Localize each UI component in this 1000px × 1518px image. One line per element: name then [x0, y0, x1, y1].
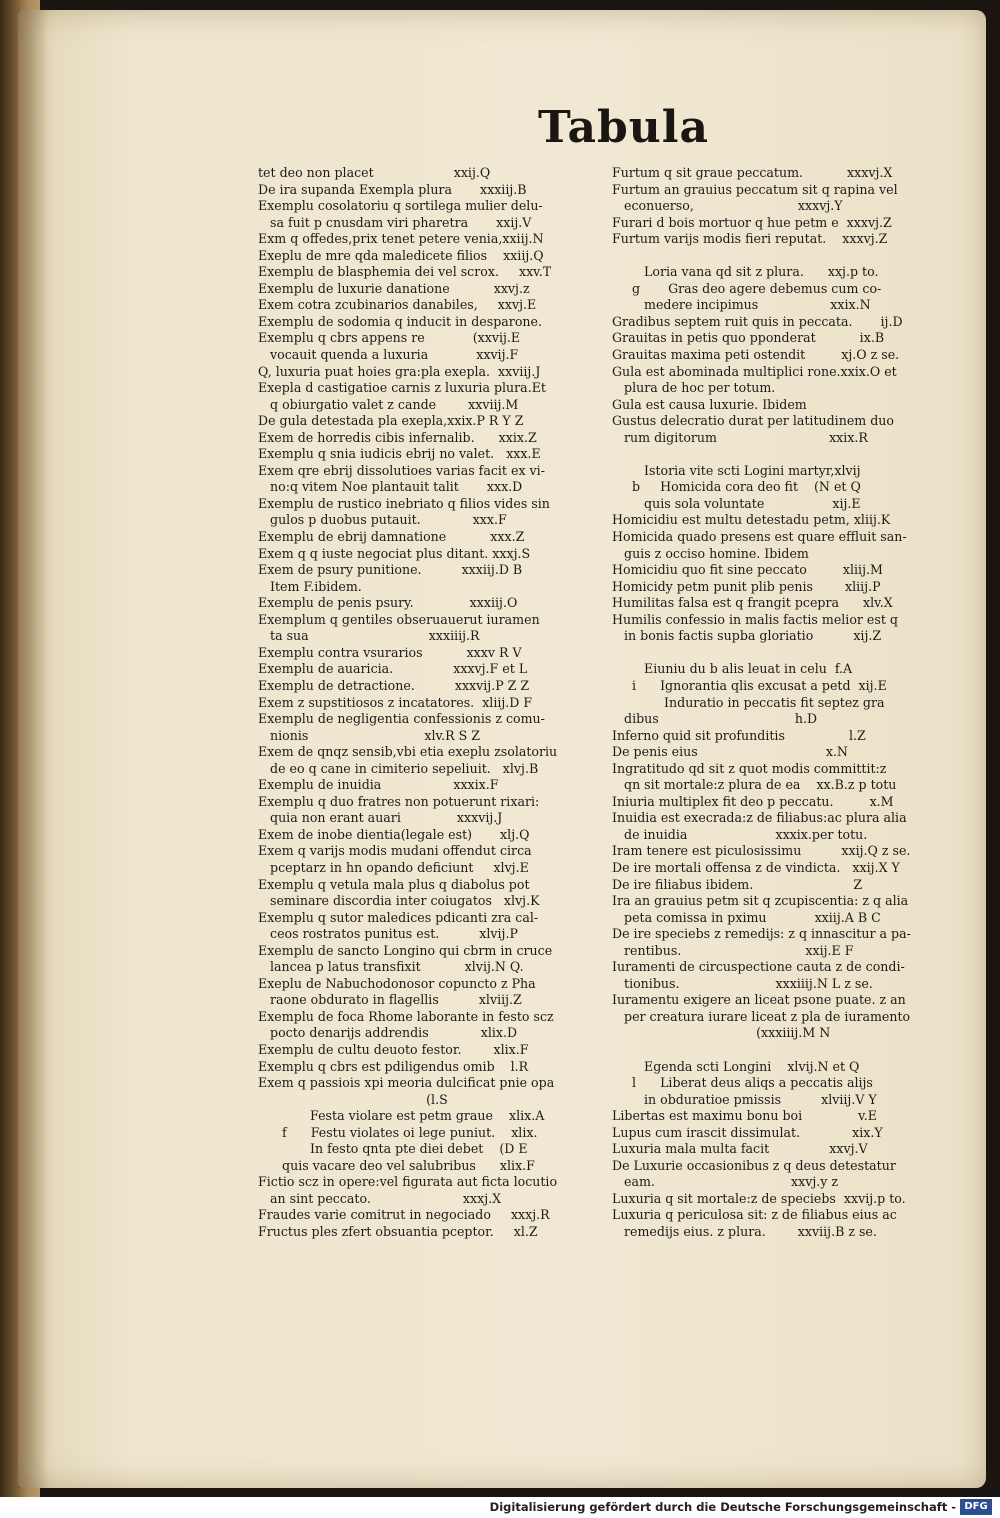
left-index-entry: pceptarz in hn opando deficiunt xlvj.E: [258, 859, 529, 875]
right-index-entry: Grauitas maxima peti ostendit xj.O z se.: [612, 347, 900, 363]
left-index-entry: tet deo non placet xxij.Q: [258, 165, 491, 180]
left-index-entry: Exemplu de cultu deuoto festor. xlix.F: [258, 1041, 529, 1057]
left-index-entry: Exemplu q vetula mala plus q diabolus pot: [258, 876, 530, 892]
left-index-entry: Exem q varijs modis mudani offendut circa: [258, 843, 532, 859]
right-index-entry: Gula est abominada multiplici rone.xxix.O et: [612, 363, 897, 379]
left-index-entry: lancea p latus transfixit xlvij.N Q.: [258, 959, 524, 975]
right-index-entry: b Homicida cora deo fit (N et Q: [612, 479, 861, 495]
right-index-entry: De Luxurie occasionibus z q deus detestatur: [612, 1157, 896, 1173]
left-index-entry: Fictio scz in opere:vel figurata aut ficta locutio: [258, 1174, 558, 1190]
left-index-entry: De gula detestada pla exepla,xxix.P R Y Z: [258, 413, 524, 429]
left-index-entry: sa fuit p cnusdam viri pharetra xxij.V: [258, 214, 532, 230]
left-index-entry: q obiurgatio valet z cande xxviij.M: [258, 396, 519, 412]
left-index-entry: de eo q cane in cimiterio sepeliuit. xlvj.B: [258, 760, 539, 776]
right-index-entry: remedijs eius. z plura. xxviij.B z se.: [612, 1224, 877, 1239]
right-index-entry: eam. xxvj.y z: [612, 1174, 839, 1190]
index-column-right: [612, 165, 948, 1241]
right-index-entry: Gradibus septem ruit quis in peccata. ij.D: [612, 313, 903, 329]
right-index-entry: rentibus. xxij.E F: [612, 942, 854, 958]
right-index-entry: Istoria vite scti Logini martyr,xlvij: [612, 462, 861, 478]
right-index-entry: Eiuniu du b alis leuat in celu f.A: [612, 661, 853, 677]
page-header-tabula: Tabula: [538, 102, 710, 153]
index-column-left: [258, 165, 594, 1241]
right-index-entry: De ire speciebs z remedijs: z q innascitur a pa-: [612, 926, 911, 942]
right-index-entry: Furtum varijs modis fieri reputat. xxxvj.Z: [612, 231, 888, 247]
right-index-entry: Iuramenti de circuspectione cauta z de condi-: [612, 959, 905, 975]
right-index-entry: rum digitorum xxix.R: [612, 429, 868, 445]
left-index-entry: no:q vitem Noe plantauit talit xxx.D: [258, 479, 523, 495]
right-index-entry: Gula est causa luxurie. Ibidem: [612, 396, 807, 412]
right-index-entry: dibus h.D: [612, 711, 818, 727]
right-index-entry: Homicidiu est multu detestadu petm, xliij.K: [612, 512, 891, 528]
right-index-entry: Inferno quid sit profunditis l.Z: [612, 727, 866, 743]
right-index-entry: Loria vana qd sit z plura. xxj.p to.: [612, 264, 879, 280]
left-index-entry: Exemplu de luxurie danatione xxvj.z: [258, 280, 530, 296]
right-index-entry: Homicidiu quo fit sine peccato xliij.M: [612, 562, 883, 578]
right-index-entry: Egenda scti Longini xlvij.N et Q: [612, 1058, 860, 1074]
right-index-entry: Furtum an grauius peccatum sit q rapina vel: [612, 181, 898, 197]
right-index-entry: [612, 248, 948, 265]
left-index-entry: Exemplu de detractione. xxxvij.P Z Z: [258, 677, 530, 693]
right-index-entry: Inuidia est execrada:z de filiabus:ac plura alia: [612, 810, 907, 826]
right-index-entry: quis sola voluntate xij.E: [612, 495, 861, 511]
right-index-entry: peta comissa in pximu xxiij.A B C: [612, 909, 881, 925]
right-index-entry: De ire filiabus ibidem. Z: [612, 876, 863, 892]
left-index-entry: Exemplu de auaricia. xxxvj.F et L: [258, 661, 528, 677]
left-index-entry: Exem q q iuste negociat plus ditant. xxxj.S: [258, 545, 531, 561]
right-index-entry: Furtum q sit graue peccatum. xxxvj.X: [612, 165, 893, 180]
left-index-entry: Exem de qnqz sensib,vbi etia exeplu zsolatoriu: [258, 744, 558, 760]
left-index-entry: Exem qre ebrij dissolutioes varias facit ex vi-: [258, 462, 545, 478]
left-index-entry: Exem q passiois xpi meoria dulcificat pnie opa: [258, 1075, 555, 1091]
left-index-entry: Exemplum q gentiles obseruauerut iuramen: [258, 611, 540, 627]
left-index-entry: Exem z supstitiosos z incatatores. xliij.D F: [258, 694, 533, 710]
left-index-entry: Exemplu de foca Rhome laborante in festo scz: [258, 1008, 554, 1024]
left-index-entry: Item F.ibidem.: [258, 578, 362, 594]
left-index-entry: Exemplu q sutor maledices pdicanti zra cal-: [258, 909, 539, 925]
right-index-entry: tionibus. xxxiiij.N L z se.: [612, 975, 873, 991]
left-index-entry: Exem de horredis cibis infernalib. xxix.Z: [258, 429, 537, 445]
left-index-entry: Exemplu q snia iudicis ebrij no valet. xxx.E: [258, 446, 541, 462]
left-index-entry: nionis xlv.R S Z: [258, 727, 481, 743]
right-index-entry: l Liberat deus aliqs a peccatis alijs: [612, 1075, 873, 1091]
right-index-entry: Humilitas falsa est q frangit pcepra xlv.X: [612, 595, 893, 611]
left-index-entry: De ira supanda Exempla plura xxxiij.B: [258, 181, 527, 197]
right-index-entry: Iram tenere est piculosissimu xxij.Q z se.: [612, 843, 911, 859]
left-index-entry: Exemplu q cbrs est pdiligendus omib l.R: [258, 1058, 529, 1074]
right-index-entry: [612, 1042, 948, 1059]
left-index-entry: (l.S: [258, 1091, 448, 1107]
right-index-entry: Libertas est maximu bonu boi v.E: [612, 1108, 877, 1124]
left-index-entry: Exem de inobe dientia(legale est) xlj.Q: [258, 826, 530, 842]
right-index-entry: Luxuria q sit mortale:z de speciebs xxvij.p to.: [612, 1190, 906, 1206]
left-index-entry: Exemplu q duo fratres non potuerunt rixari:: [258, 793, 540, 809]
left-index-entry: Exemplu contra vsurarios xxxv R V: [258, 644, 522, 660]
left-index-entry: pocto denarijs addrendis xlix.D: [258, 1025, 518, 1041]
footer-credit: Digitalisierung gefördert durch die Deutsche Forschungsgemeinschaft -: [489, 1500, 956, 1514]
right-index-entry: De ire mortali offensa z de vindicta. xxij.X Y: [612, 859, 900, 875]
left-index-entry: Exem de psury punitione. xxxiij.D B: [258, 562, 523, 578]
right-index-entry: Grauitas in petis quo pponderat ix.B: [612, 330, 885, 346]
right-index-entry: (xxxiiij.M N: [612, 1025, 831, 1041]
left-index-entry: ceos rostratos punitus est. xlvij.P: [258, 926, 518, 942]
page-gutter-shadow: [18, 10, 48, 1488]
left-index-entry: Fructus ples zfert obsuantia pceptor. xl.Z: [258, 1224, 538, 1239]
left-index-entry: Exemplu de blasphemia dei vel scrox. xxv.T: [258, 264, 552, 280]
right-index-entry: qn sit mortale:z plura de ea xx.B.z p totu: [612, 777, 897, 793]
left-index-entry: In festo qnta pte diei debet (D E: [258, 1141, 528, 1157]
right-index-entry: Homicida quado presens est quare effluit san-: [612, 529, 907, 545]
left-index-entry: gulos p duobus putauit. xxx.F: [258, 512, 507, 528]
left-index-entry: Exemplu de penis psury. xxxiij.O: [258, 595, 518, 611]
left-index-entry: Exemplu cosolatoriu q sortilega mulier delu-: [258, 198, 543, 214]
left-index-entry: quis vacare deo vel salubribus xlix.F: [258, 1157, 535, 1173]
right-index-entry: Luxuria q periculosa sit: z de filiabus eius ac: [612, 1207, 897, 1223]
right-index-entry: Humilis confessio in malis factis melior est q: [612, 611, 898, 627]
right-index-entry: in bonis factis supba gloriatio xij.Z: [612, 628, 882, 644]
left-index-entry: seminare discordia inter coiugatos xlvj.K: [258, 893, 540, 909]
left-index-entry: Exepla d castigatioe carnis z luxuria plura.Et: [258, 380, 546, 396]
right-index-entry: per creatura iurare liceat z pla de iuramento: [612, 1008, 911, 1024]
dfg-logo-icon: DFG: [960, 1499, 992, 1515]
left-index-entry: Q, luxuria puat hoies gra:pla exepla. xxviij.J: [258, 363, 541, 379]
left-index-entry: raone obdurato in flagellis xlviij.Z: [258, 992, 522, 1008]
right-index-entry: Lupus cum irascit dissimulat. xix.Y: [612, 1124, 883, 1140]
right-index-entry: Furari d bois mortuor q hue petm e xxxvj.Z: [612, 214, 892, 230]
right-index-entry: Induratio in peccatis fit septez gra: [612, 694, 885, 710]
right-index-entry: Luxuria mala multa facit xxvj.V: [612, 1141, 868, 1157]
right-index-entry: g Gras deo agere debemus cum co-: [612, 280, 882, 296]
left-index-entry: Exemplu de ebrij damnatione xxx.Z: [258, 529, 525, 545]
left-index-entry: Exem cotra zcubinarios danabiles, xxvj.E: [258, 297, 537, 313]
left-index-entry: Exemplu de sancto Longino qui cbrm in cruce: [258, 942, 553, 958]
left-index-entry: Exeplu de Nabuchodonosor copuncto z Pha: [258, 975, 536, 991]
right-index-entry: i Ignorantia qlis excusat a petd xij.E: [612, 677, 887, 693]
left-index-entry: vocauit quenda a luxuria xxvij.F: [258, 347, 519, 363]
left-index-entry: Exeplu de mre qda maledicete filios xxiij.Q: [258, 247, 544, 263]
right-index-entry: [612, 446, 948, 463]
right-index-entry: De penis eius x.N: [612, 744, 848, 760]
left-index-entry: quia non erant auari xxxvij.J: [258, 810, 503, 826]
left-index-entry: Exemplu de negligentia confessionis z comu-: [258, 711, 545, 727]
right-index-entry: de inuidia xxxix.per totu.: [612, 826, 868, 842]
left-index-entry: Exemplu q cbrs appens re (xxvij.E: [258, 330, 521, 346]
left-index-entry: f Festu violates oi lege puniut. xlix.: [258, 1124, 538, 1140]
left-index-entry: Fraudes varie comitrut in negociado xxxj.R: [258, 1207, 550, 1223]
left-index-entry: Exm q offedes,prix tenet petere venia,xxiij.N: [258, 231, 544, 247]
right-index-entry: guis z occiso homine. Ibidem: [612, 545, 809, 561]
left-index-entry: an sint peccato. xxxj.X: [258, 1190, 502, 1206]
right-index-entry: Ira an grauius petm sit q zcupiscentia: z q alia: [612, 893, 909, 909]
right-index-entry: plura de hoc per totum.: [612, 380, 776, 396]
right-index-entry: Homicidy petm punit plib penis xliij.P: [612, 578, 881, 594]
right-index-entry: Ingratitudo qd sit z quot modis committit:z: [612, 760, 887, 776]
footer-bar: [0, 1497, 1000, 1518]
left-index-entry: Festa violare est petm graue xlix.A: [258, 1108, 545, 1124]
left-index-entry: Exemplu de sodomia q inducit in desparone.: [258, 313, 542, 329]
right-index-entry: [612, 645, 948, 662]
left-index-entry: ta sua xxxiiij.R: [258, 628, 480, 644]
right-index-entry: in obduratioe pmissis xlviij.V Y: [612, 1091, 877, 1107]
right-index-entry: medere incipimus xxix.N: [612, 297, 871, 313]
right-index-entry: Iuramentu exigere an liceat psone puate. z an: [612, 992, 906, 1008]
left-index-entry: Exemplu de rustico inebriato q filios vides sin: [258, 495, 550, 511]
left-index-entry: Exemplu de inuidia xxxix.F: [258, 777, 499, 793]
right-index-entry: Gustus delecratio durat per latitudinem duo: [612, 413, 894, 429]
right-index-entry: Iniuria multiplex fit deo p peccatu. x.M: [612, 793, 894, 809]
right-index-entry: econuerso, xxxvj.Y: [612, 198, 843, 214]
